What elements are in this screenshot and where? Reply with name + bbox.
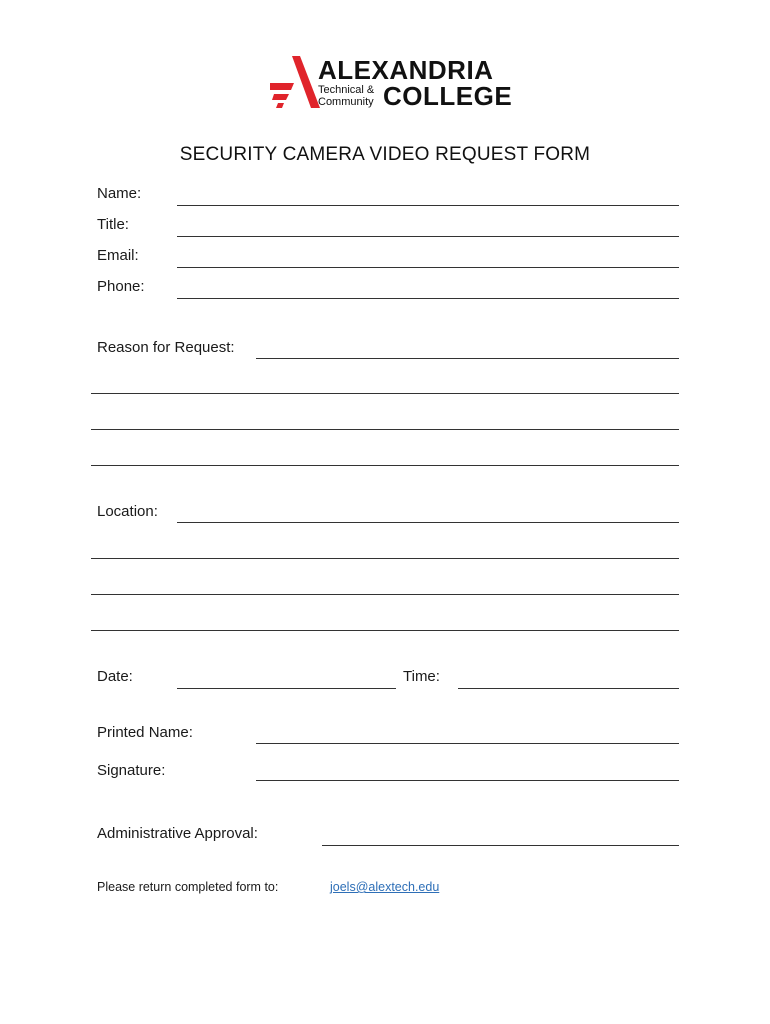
date-field[interactable]: [177, 688, 396, 689]
name-field[interactable]: [177, 205, 679, 206]
printed-name-label: Printed Name:: [97, 724, 193, 741]
reason-field-line-1[interactable]: [256, 358, 679, 359]
location-field-line-3[interactable]: [91, 594, 679, 595]
logo-a-mark-icon: [270, 56, 320, 108]
location-field-line-4[interactable]: [91, 630, 679, 631]
email-label: Email:: [97, 247, 139, 264]
time-label: Time:: [403, 668, 440, 685]
location-field-line-1[interactable]: [177, 522, 679, 523]
signature-field[interactable]: [256, 780, 679, 781]
reason-field-line-3[interactable]: [91, 429, 679, 430]
reason-field-line-4[interactable]: [91, 465, 679, 466]
printed-name-field[interactable]: [256, 743, 679, 744]
college-logo: [270, 55, 513, 111]
date-label: Date:: [97, 668, 133, 685]
phone-label: Phone:: [97, 278, 145, 295]
return-email-link[interactable]: joels@alextech.edu: [330, 880, 440, 894]
title-field[interactable]: [177, 236, 679, 237]
form-title: SECURITY CAMERA VIDEO REQUEST FORM: [179, 144, 591, 165]
location-label: Location:: [97, 503, 158, 520]
reason-label: Reason for Request:: [97, 339, 235, 356]
signature-label: Signature:: [97, 762, 166, 779]
logo-word-technical: Technical &: [318, 84, 375, 96]
time-field[interactable]: [458, 688, 679, 689]
phone-field[interactable]: [177, 298, 679, 299]
admin-approval-label: Administrative Approval:: [97, 825, 258, 842]
logo-word-community: Community: [318, 96, 374, 108]
admin-approval-field[interactable]: [322, 845, 679, 846]
logo-word-college: COLLEGE: [383, 81, 513, 111]
return-instructions: Please return completed form to:: [97, 880, 279, 894]
name-label: Name:: [97, 185, 142, 202]
reason-field-line-2[interactable]: [91, 393, 679, 394]
logo-word-alexandria: ALEXANDRIA: [318, 55, 494, 85]
title-label: Title:: [97, 216, 129, 233]
location-field-line-2[interactable]: [91, 558, 679, 559]
email-field[interactable]: [177, 267, 679, 268]
